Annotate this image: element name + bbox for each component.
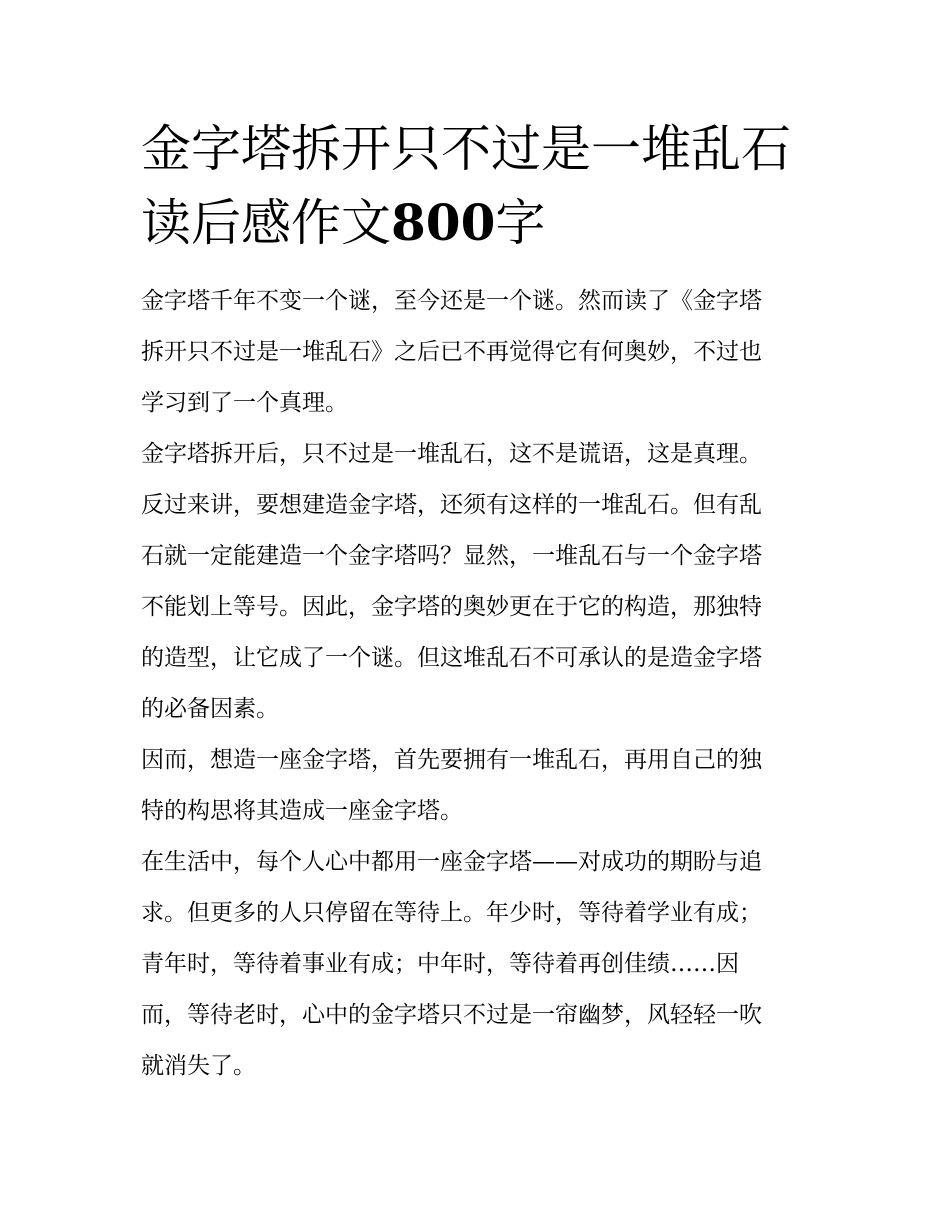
body-line: 就消失了。 bbox=[141, 1053, 256, 1079]
body-line: 拆开只不过是一堆乱石》之后已不再觉得它有何奥妙，不过也 bbox=[141, 339, 762, 365]
body-line: 反过来讲，要想建造金字塔，还须有这样的一堆乱石。但有乱 bbox=[141, 492, 762, 518]
body-line: 不能划上等号。因此，金字塔的奥妙更在于它的构造，那独特 bbox=[141, 594, 762, 620]
body-line: 金字塔千年不变一个谜，至今还是一个谜。然而读了《金字塔 bbox=[141, 288, 762, 314]
document-title bbox=[141, 112, 821, 260]
title-line-1: 金字塔拆开只不过是一堆乱石 bbox=[141, 120, 791, 178]
title-line-2-number: 800 bbox=[391, 193, 496, 252]
body-line: 求。但更多的人只停留在等待上。年少时，等待着学业有成； bbox=[141, 900, 762, 926]
body-line: 在生活中，每个人心中都用一座金字塔——对成功的期盼与追 bbox=[141, 849, 762, 875]
body-line: 因而，想造一座金字塔，首先要拥有一堆乱石，再用自己的独 bbox=[141, 747, 762, 773]
body-line: 青年时，等待着事业有成；中年时，等待着再创佳绩……因 bbox=[141, 951, 739, 977]
body-line: 金字塔拆开后，只不过是一堆乱石，这不是谎语，这是真理。 bbox=[141, 441, 762, 467]
body-line: 而，等待老时，心中的金字塔只不过是一帘幽梦，风轻轻一吹 bbox=[141, 1002, 762, 1028]
title-line-2-text: 读后感作文 bbox=[141, 194, 391, 252]
document-body bbox=[141, 276, 813, 1092]
body-line: 学习到了一个真理。 bbox=[141, 390, 348, 416]
body-line: 石就一定能建造一个金字塔吗？显然，一堆乱石与一个金字塔 bbox=[141, 543, 762, 569]
body-line: 的造型，让它成了一个谜。但这堆乱石不可承认的是造金字塔 bbox=[141, 645, 762, 671]
body-line: 的必备因素。 bbox=[141, 696, 279, 722]
body-line: 特的构思将其造成一座金字塔。 bbox=[141, 798, 463, 824]
title-line-2-suffix: 字 bbox=[495, 194, 546, 252]
